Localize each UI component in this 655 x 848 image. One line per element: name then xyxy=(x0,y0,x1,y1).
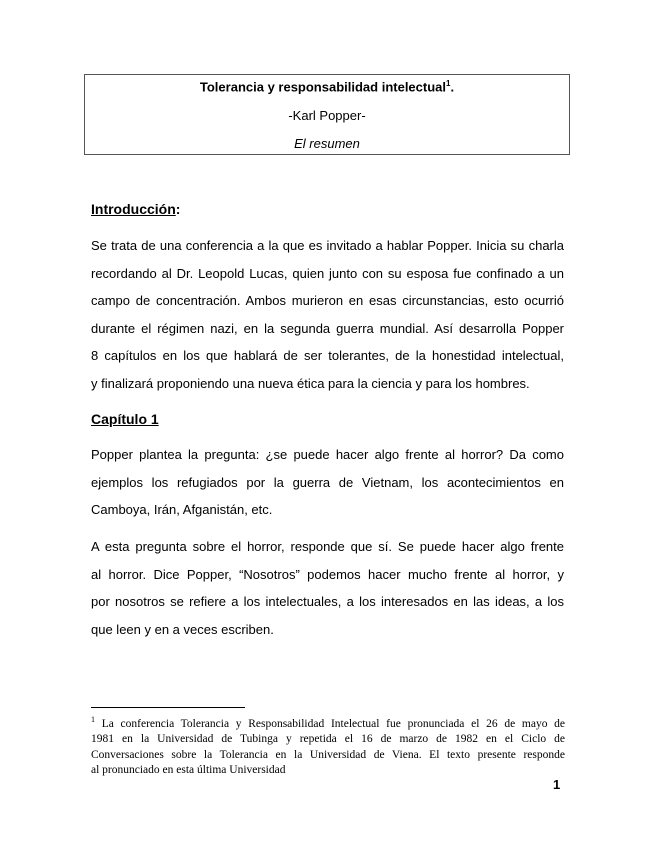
intro-paragraph xyxy=(91,232,564,397)
intro-heading-text: Introducción xyxy=(91,201,176,217)
footnote xyxy=(91,712,565,779)
intro-heading-colon: : xyxy=(175,201,181,217)
footnote-line: 1981 en la Universidad de Tubinga y repetida el 16 de marzo de 1982 en el Ciclo de xyxy=(91,733,565,746)
subtitle: El resumen xyxy=(294,136,360,151)
chapter1-paragraph-2 xyxy=(91,533,564,643)
title-box xyxy=(84,74,570,155)
paragraph-line: campo de concentración. Ambos murieron en esas circunstancias, esto ocurrió xyxy=(91,293,564,308)
intro-heading xyxy=(91,201,180,217)
title-period: . xyxy=(450,79,455,95)
paragraph-line: ejemplos los refugiados por la guerra de Vietnam, los acontecimientos en xyxy=(91,474,564,490)
document-title xyxy=(85,79,569,94)
footnote-line: Conversaciones sobre la Tolerancia en la Universidad de Viena. El texto presente responde xyxy=(91,748,565,761)
page-number: 1 xyxy=(553,777,561,792)
chapter1-heading: Capítulo 1 xyxy=(91,411,159,427)
title-text: Tolerancia y responsabilidad intelectual xyxy=(199,79,447,95)
footnote-divider xyxy=(91,707,245,708)
paragraph-line: Popper plantea la pregunta: ¿se puede hacer algo frente al horror? Da como xyxy=(91,447,564,462)
footnote-reference[interactable]: 1 xyxy=(446,79,451,88)
footnote-line-text: La conferencia Tolerancia y Responsabilidad Intelectual fue pronunciada el 26 de mayo de xyxy=(101,717,566,730)
paragraph-line: al horror. Dice Popper, “Nosotros” podemos hacer mucho frente al horror, y xyxy=(91,566,564,582)
paragraph-line: que leen y en a veces escriben. xyxy=(91,621,274,637)
paragraph-line: Se trata de una conferencia a la que es invitado a hablar Popper. Inicia su charla xyxy=(91,238,564,253)
paragraph-line: recordando al Dr. Leopold Lucas, quien junto con su esposa fue confinado a un xyxy=(91,265,564,281)
footnote-line: al pronunciado en esta última Universidad xyxy=(91,764,286,777)
author-line: -Karl Popper- xyxy=(288,108,366,123)
paragraph-line: Camboya, Irán, Afganistán, etc. xyxy=(91,502,273,517)
chapter1-paragraph-1 xyxy=(91,441,564,524)
paragraph-line: A esta pregunta sobre el horror, responde que sí. Se puede hacer algo frente xyxy=(91,539,564,554)
footnote-line xyxy=(91,712,565,732)
paragraph-line: por nosotros se refiere a los intelectuales, a los interesados en las ideas, a los xyxy=(91,594,564,609)
paragraph-line: durante el régimen nazi, en la segunda guerra mundial. Así desarrolla Popper xyxy=(91,320,564,336)
footnote-mark: 1 xyxy=(91,715,95,724)
paragraph-line: y finalizará proponiendo una nueva ética para la ciencia y para los hombres. xyxy=(91,375,530,391)
paragraph-line: 8 capítulos en los que hablará de ser tolerantes, de la honestidad intelectual, xyxy=(91,348,564,363)
